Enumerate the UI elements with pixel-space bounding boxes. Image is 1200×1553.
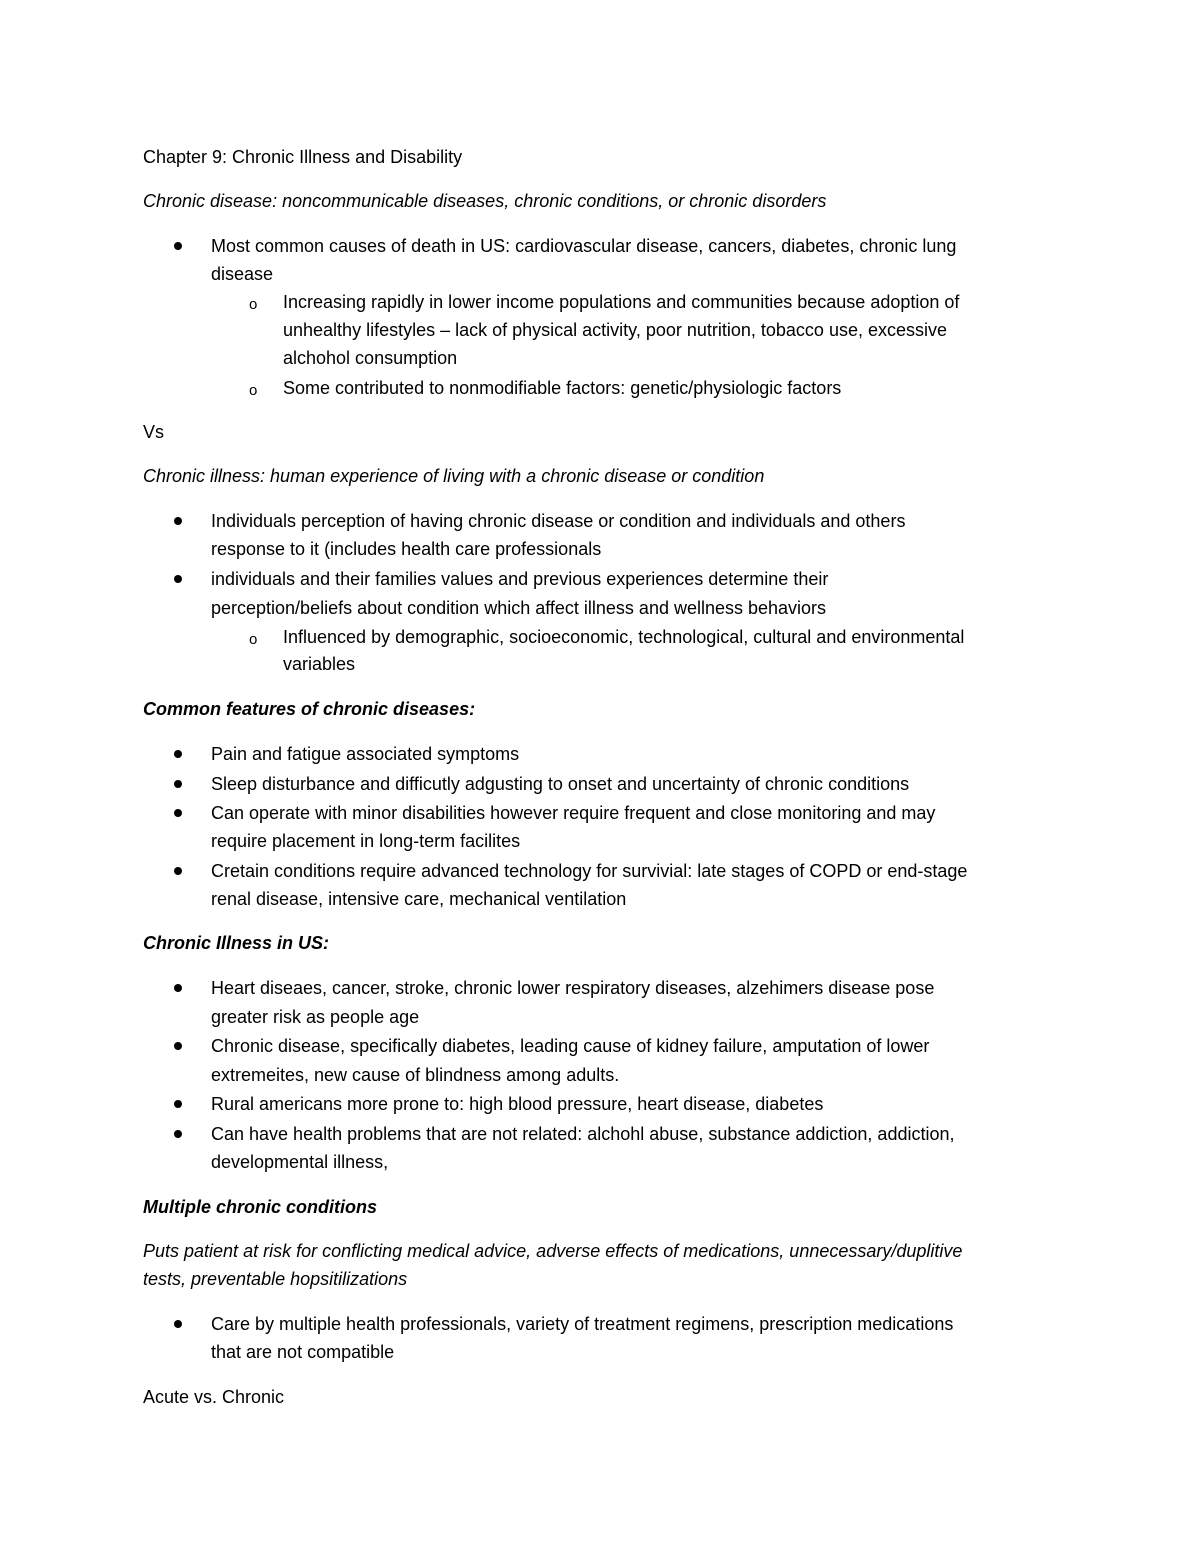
bullet-icon: [174, 1042, 182, 1050]
bullet-icon: [174, 1130, 182, 1138]
list-item: Individuals perception of having chronic disease or condition and individuals and others: [211, 511, 906, 531]
list-item: Can have health problems that are not related: alchohl abuse, substance addiction, addiction,: [211, 1124, 955, 1144]
sub-list-item: Increasing rapidly in lower income populations and communities because adoption of: [283, 292, 960, 312]
sub-bullet-icon: o: [249, 296, 258, 313]
section-heading: Chronic Illness in US:: [143, 933, 330, 953]
list-item: Cretain conditions require advanced technology for survivial: late stages of COPD or end-stage: [211, 861, 968, 881]
bullet-icon: [174, 984, 182, 992]
list-item: Sleep disturbance and difficutly adgusting to onset and uncertainty of chronic conditions: [211, 774, 910, 794]
list-item: Care by multiple health professionals, variety of treatment regimens, prescription medications: [211, 1314, 954, 1334]
bullet-icon: [174, 750, 182, 758]
list-item: renal disease, intensive care, mechanical ventilation: [211, 889, 627, 909]
sub-list-item: Influenced by demographic, socioeconomic, technological, cultural and environmental: [283, 627, 965, 647]
section-description: Puts patient at risk for conflicting medical advice, adverse effects of medications, unnecessary/duplitive: [143, 1241, 963, 1261]
sub-list-item: unhealthy lifestyles – lack of physical activity, poor nutrition, tobacco use, excessive: [283, 320, 947, 340]
sub-bullet-icon: o: [249, 382, 258, 399]
list-item: disease: [211, 264, 274, 284]
bullet-icon: [174, 867, 182, 875]
list-item: greater risk as people age: [211, 1007, 420, 1027]
chronic-disease-definition: Chronic disease: noncommunicable diseases, chronic conditions, or chronic disorders: [143, 191, 827, 211]
vs-label: Vs: [143, 422, 165, 442]
list-item: Most common causes of death in US: cardiovascular disease, cancers, diabetes, chronic lung: [211, 236, 957, 256]
sub-list-item: variables: [283, 654, 356, 674]
sub-list-item: Some contributed to nonmodifiable factors: genetic/physiologic factors: [283, 378, 842, 398]
list-item: developmental illness,: [211, 1152, 389, 1172]
list-item: require placement in long-term facilites: [211, 831, 521, 851]
list-item: individuals and their families values and previous experiences determine their: [211, 569, 829, 589]
list-item: extremeites, new cause of blindness among adults.: [211, 1065, 620, 1085]
acute-vs-chronic-label: Acute vs. Chronic: [143, 1387, 285, 1407]
list-item: Can operate with minor disabilities however require frequent and close monitoring and may: [211, 803, 936, 823]
section-heading: Multiple chronic conditions: [143, 1197, 377, 1217]
bullet-icon: [174, 809, 182, 817]
chronic-illness-definition: Chronic illness: human experience of living with a chronic disease or condition: [143, 466, 765, 486]
section-description: tests, preventable hopsitilizations: [143, 1269, 408, 1289]
list-item: response to it (includes health care professionals: [211, 539, 602, 559]
list-item: Heart diseaes, cancer, stroke, chronic lower respiratory diseases, alzehimers disease pose: [211, 978, 935, 998]
section-heading: Common features of chronic diseases:: [143, 699, 476, 719]
bullet-icon: [174, 242, 182, 250]
sub-list-item: alchohol consumption: [283, 348, 458, 368]
list-item: that are not compatible: [211, 1342, 395, 1362]
list-item: perception/beliefs about condition which affect illness and wellness behaviors: [211, 598, 827, 618]
bullet-icon: [174, 575, 182, 583]
sub-bullet-icon: o: [249, 631, 258, 648]
list-item: Rural americans more prone to: high blood pressure, heart disease, diabetes: [211, 1094, 824, 1114]
bullet-icon: [174, 1320, 182, 1328]
page-title: Chapter 9: Chronic Illness and Disability: [143, 147, 463, 167]
bullet-icon: [174, 780, 182, 788]
list-item: Pain and fatigue associated symptoms: [211, 744, 520, 764]
bullet-icon: [174, 1100, 182, 1108]
list-item: Chronic disease, specifically diabetes, leading cause of kidney failure, amputation of lower: [211, 1036, 930, 1056]
bullet-icon: [174, 517, 182, 525]
